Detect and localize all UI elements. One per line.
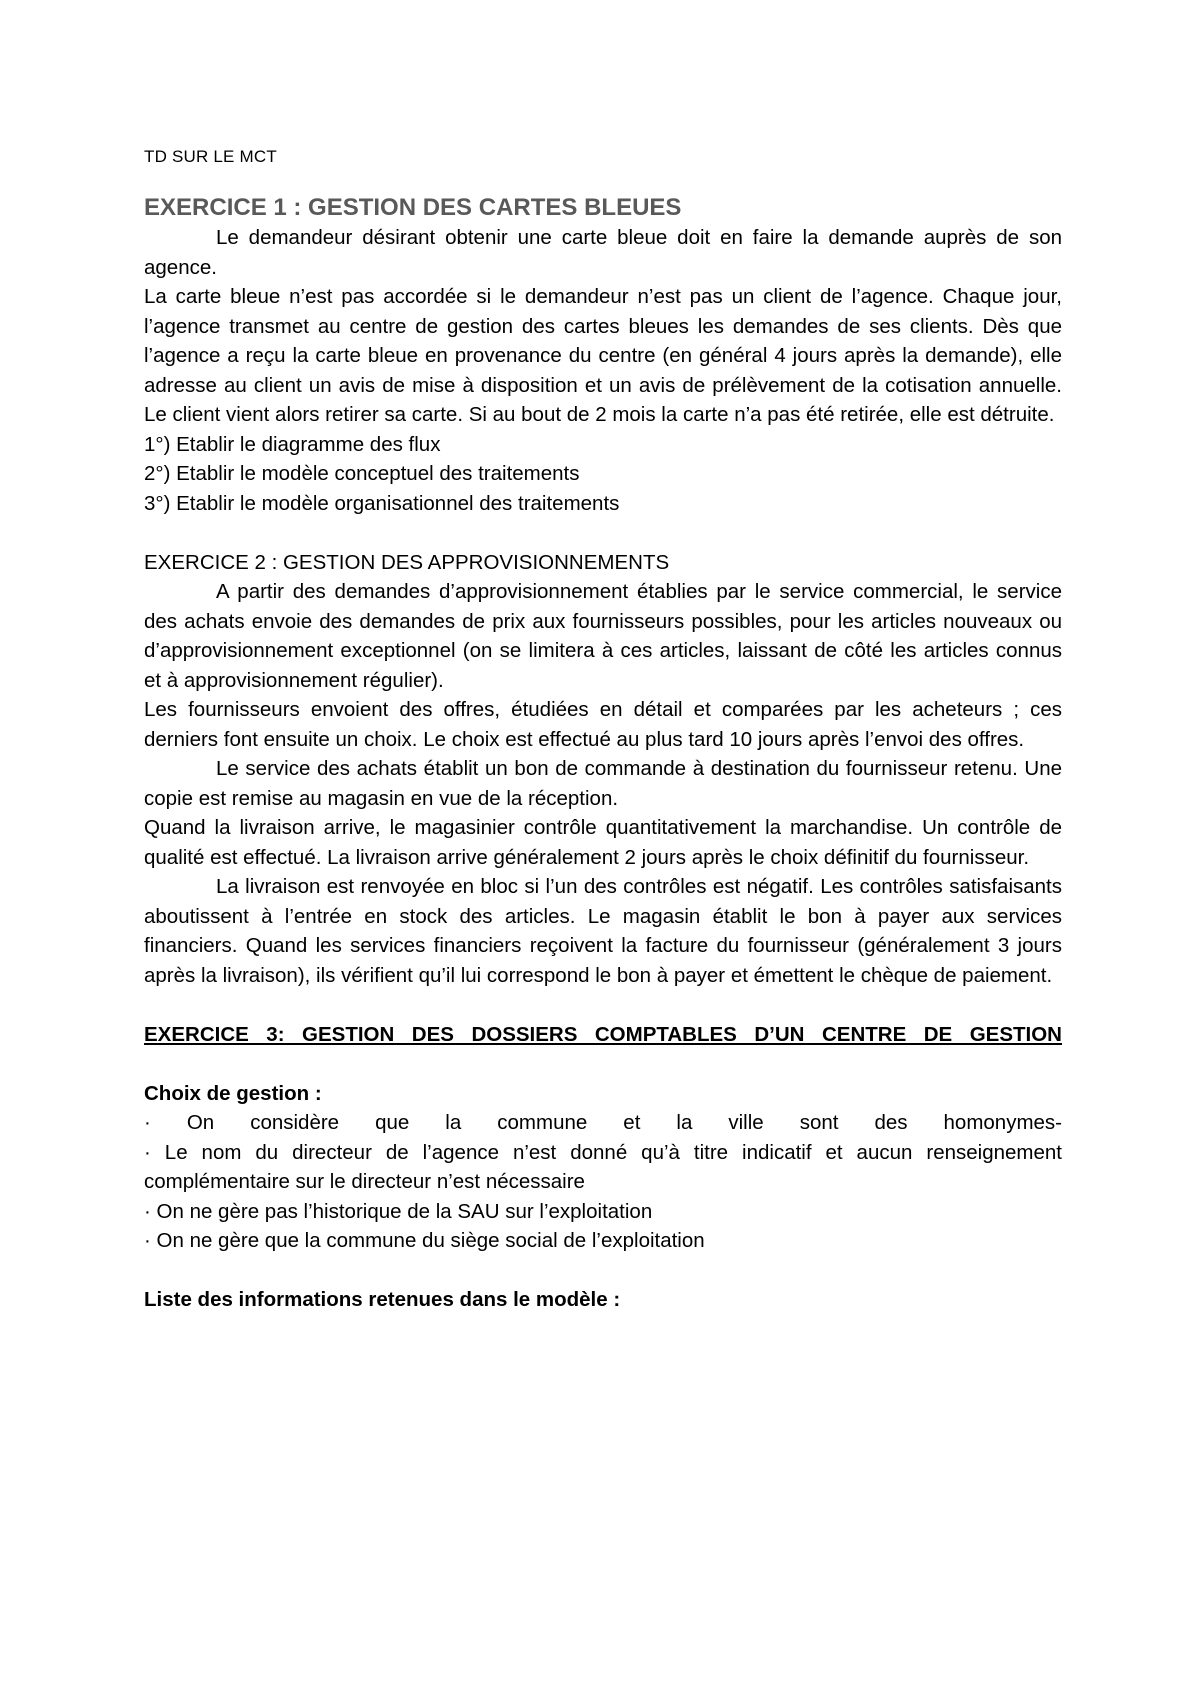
exercise-1-question-2: 2°) Etablir le modèle conceptuel des traitements bbox=[144, 462, 580, 485]
exercise-1-question-3: 3°) Etablir le modèle organisationnel des traitements bbox=[144, 491, 620, 515]
exercise-3 bbox=[144, 1020, 1062, 1315]
information-list-title: Liste des informations retenues dans le modèle : bbox=[144, 1288, 621, 1311]
exercise-2-paragraph-4: Quand la livraison arrive, le magasinier contrôle quantitativement la marchandise. Un contrôle de qualité est effectué. La livraison arrive généralement 2 jours après le choix définitif du fournisseur. bbox=[144, 816, 1062, 869]
spacer bbox=[144, 990, 1062, 1020]
exercise-2-paragraph-2: Les fournisseurs envoient des offres, étudiées en détail et comparées par les acheteurs ; ces derniers font ensuite un choix. Le choix est effectué au plus tard 10 jours après l’envoi des offres. bbox=[144, 698, 1062, 751]
exercise-2-paragraph-3: Le service des achats établit un bon de commande à destination du fournisseur retenu. Une copie est remise au magasin en vue de la réception. bbox=[144, 757, 1062, 810]
exercise-1-paragraph-1: Le demandeur désirant obtenir une carte bleue doit en faire la demande auprès de son agence. bbox=[144, 226, 1062, 279]
management-choice-item: · Le nom du directeur de l’agence n’est donné qu’à titre indicatif et aucun renseignement complémentaire sur le directeur n’est nécessaire bbox=[144, 1140, 1062, 1193]
exercise-1-paragraph-2: La carte bleue n’est pas accordée si le demandeur n’est pas un client de l’agence. Chaque jour, l’agence transmet au centre de gestion des cartes bleues les demandes de ses clients. Dès que l’agence a reçu la carte bleue en provenance du centre (en général 4 jours après la demande), elle adresse au client un avis de mise à disposition et un avis de prélèvement de la cotisation annuelle. Le client vient alors retirer sa carte. Si au bout de 2 mois la carte n’a pas été retirée, elle est détruite. bbox=[144, 285, 1062, 426]
exercise-1-question-1: 1°) Etablir le diagramme des flux bbox=[144, 432, 441, 456]
spacer bbox=[144, 1049, 1062, 1079]
document-title: TD SUR LE MCT bbox=[144, 147, 277, 166]
exercise-2-paragraph-1: A partir des demandes d’approvisionnement établies par le service commercial, le service des achats envoie des demandes de prix aux fournisseurs possibles, pour les articles nouveaux ou d’approvisionnement exceptionnel (on se limitera à ces articles, laissant de côté les articles connus et à approvisionnement régulier). bbox=[144, 580, 1062, 692]
spacer bbox=[144, 1256, 1062, 1286]
exercise-1-heading: EXERCICE 1 : GESTION DES CARTES BLEUES bbox=[144, 194, 682, 221]
management-choice-item: · On ne gère que la commune du siège social de l’exploitation bbox=[144, 1229, 705, 1252]
exercise-2-paragraph-5: La livraison est renvoyée en bloc si l’un des contrôles est négatif. Les contrôles satisfaisants aboutissent à l’entrée en stock des articles. Le magasin établit le bon à payer aux services financiers. Quand les services financiers reçoivent la facture du fournisseur (généralement 3 jours après la livraison), ils vérifient qu’il lui correspond le bon à payer et émettent le chèque de paiement. bbox=[144, 875, 1062, 987]
management-choice-item: · On ne gère pas l’historique de la SAU sur l’exploitation bbox=[144, 1199, 653, 1223]
management-choice-item: · On considère que la commune et la ville sont des homonymes- bbox=[144, 1111, 1062, 1134]
exercise-3-heading: EXERCICE 3: GESTION DES DOSSIERS COMPTABLES D’UN CENTRE DE GESTION bbox=[144, 1022, 1062, 1046]
management-choices-title: Choix de gestion : bbox=[144, 1081, 322, 1105]
exercise-2-heading: EXERCICE 2 : GESTION DES APPROVISIONNEMENTS bbox=[144, 550, 670, 574]
document-body bbox=[144, 193, 1062, 1315]
exercise-2 bbox=[144, 548, 1062, 991]
exercise-1 bbox=[144, 193, 1062, 518]
spacer bbox=[144, 518, 1062, 548]
